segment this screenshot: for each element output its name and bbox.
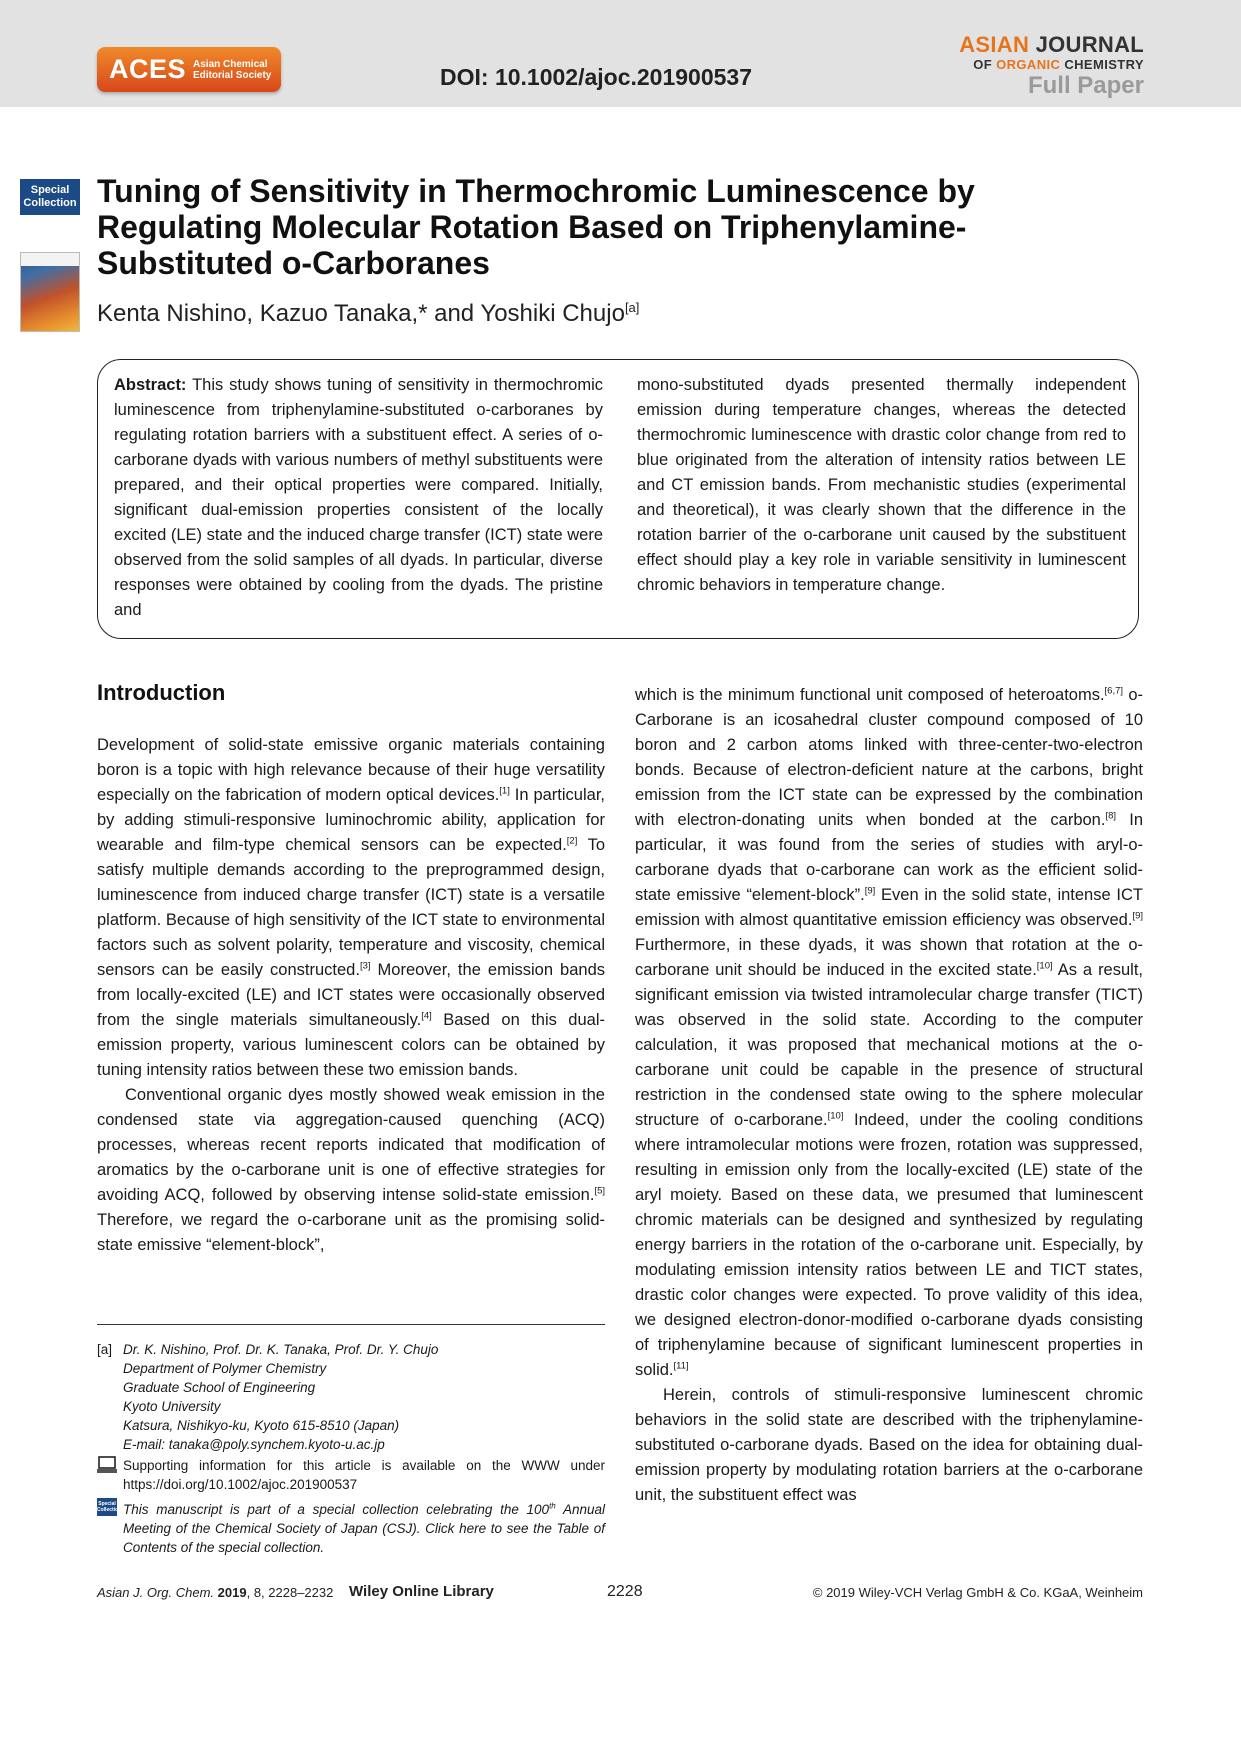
publisher-logo[interactable] — [97, 47, 281, 92]
section-heading-introduction: Introduction — [97, 680, 226, 705]
publisher-logo-society — [193, 59, 271, 81]
citation-ref[interactable]: [1] — [499, 785, 510, 797]
body-column-right — [635, 683, 1143, 1508]
doi-link[interactable]: DOI: 10.1002/ajoc.201900537 — [440, 64, 753, 90]
body-right-paragraph: Herein, controls of stimuli-responsive luminescent chromic behaviors in the solid state are described with the triphenylamine-substituted o-carborane dyads. Based on the idea for obtaining dual-emission property by modulating rotation barriers at the o-carborane unit, the substituent effect was — [635, 1386, 1143, 1504]
special-badge-line1: Special — [30, 184, 70, 196]
article-title: Tuning of Sensitivity in Thermochromic Luminescence by Regulating Molecular Rotation Based on Triphenylamine-Substituted o-Carboranes — [97, 173, 975, 281]
publisher-logo-line2: Editorial Society — [193, 69, 272, 81]
footnote-mark: [a] — [97, 1342, 113, 1357]
abstract-column-1 — [114, 373, 603, 623]
footer-citation — [97, 1585, 333, 1600]
abstract-text-1: This study shows tuning of sensitivity in thermochromic luminescence from triphenylamine-substituted o-carboranes by regulating rotation barriers with a substituent effect. A series of o-carborane dyads with various numbers of methyl substituents were prepared, and their optical properties were compared. Initially, significant dual-emission properties consistent of the locally excited (LE) state and the induced charge transfer (ICT) state were observed from the solid samples of all dyads. In particular, diverse responses were obtained by cooling from the dyads. The pristine and — [114, 376, 604, 619]
journal-word-journal: JOURNAL — [1035, 32, 1144, 57]
affiliation-footnote — [97, 1340, 605, 1454]
affiliation-line: Graduate School of Engineering — [123, 1380, 316, 1395]
body-column-left — [97, 733, 605, 1258]
wiley-online-library-link[interactable]: Wiley Online Library — [349, 1583, 494, 1600]
publisher-logo-line1: Asian Chemical — [193, 58, 268, 70]
citation-ref[interactable]: [2] — [566, 835, 578, 847]
body-left-paragraph: Development of solid-state emissive organic materials containing boron is a topic with high relevance because of their huge versatility especially on the fabrication of modern optical devices.[1] In particular, by adding stimuli-responsive luminochromic ability, application for wearable and film-type chemical sensors can be expected.[2] To satisfy multiple demands according to the preprogrammed design, luminescence from induced charge transfer (ICT) state is a versatile platform. Because of high sensitivity of the ICT state to environmental factors such as solvent polarity, temperature and viscosity, chemical sensors can be easily constructed.[3] Moreover, the emission bands from locally-excited (LE) and ICT states were occasionally observed from the single materials simultaneously.[4] Based on this dual-emission property, various luminescent colors can be obtained by tuning intensity ratios between these two emission bands. — [97, 736, 605, 1079]
page-footer — [97, 1583, 1143, 1603]
special-collection-badge[interactable] — [20, 179, 80, 215]
footnotes — [97, 1340, 605, 1559]
contact-email[interactable]: E-mail: tanaka@poly.synchem.kyoto-u.ac.jp — [123, 1437, 385, 1452]
supporting-info-footnote — [97, 1456, 605, 1494]
citation-ref[interactable]: [10] — [1036, 960, 1053, 972]
special-collection-footnote — [97, 1496, 605, 1557]
citation-ref[interactable]: [4] — [421, 1010, 432, 1022]
supporting-info-text[interactable]: Supporting information for this article is available on the WWW under https://doi.org/10.1002/ajoc.201900537 — [123, 1458, 605, 1492]
citation-volume-pages: , 8, 2228–2232 — [246, 1585, 334, 1600]
sc-icon-line1: Special — [98, 1501, 116, 1507]
copyright: © 2019 Wiley-VCH Verlag GmbH & Co. KGaA, Weinheim — [812, 1585, 1143, 1600]
body-left-paragraph: Conventional organic dyes mostly showed weak emission in the condensed state via aggregation-caused quenching (ACQ) processes, whereas recent reports indicated that modification of aromatics by the o-carborane unit is one of effective strategies for avoiding ACQ, followed by observing intense solid-state emission.[5] Therefore, we regard the o-carborane unit as the promising solid-state emissive “element-block”, — [97, 1086, 605, 1254]
citation-year: 2019 — [217, 1585, 247, 1600]
sc-icon-line2: Collection — [97, 1507, 122, 1513]
journal-word-of: OF — [973, 57, 993, 72]
body-right-paragraph: which is the minimum functional unit composed of heteroatoms.[6,7] o-Carborane is an icosahedral cluster compound composed of 10 boron and 2 carbon atoms linked with three-center-two-electron bonds. Because of electron-deficient nature at the carbons, bright emission from the ICT state can be expressed by the combination with electron-donating units when bonded at the carbon.[8] In particular, it was found from the series of studies with aryl-o-carborane dyads that o-carborane can work as the efficient solid-state emissive “element-block”.[9] Even in the solid state, intense ICT emission with almost quantitative emission efficiency was observed.[9] Furthermore, in these dyads, it was shown that rotation at the o-carborane unit should be induced in the excited state.[10] As a result, significant emission via twisted intramolecular charge transfer (TICT) was observed in the solid state. According to the computer calculation, it was proposed that mechanical motions at the o-carborane unit could be capable in the presence of structural restriction in the condensed state owing to the sphere molecular structure of o-carborane.[10] Indeed, under the cooling conditions where intramolecular motions were frozen, rotation was suppressed, resulting in emission only from the locally-excited (LE) state of the aryl moiety. Based on these data, we presumed that luminescent chromic materials can be designed and synthesized by regulating energy barriers in the rotation of the o-carborane unit. Especially, by modulating emission intensity ratios between LE and TICT states, drastic color changes were expected. To prove validity of this idea, we designed electron-donor-modified o-carborane dyads consisting of triphenylamine because of significant luminescent properties in solid.[11] — [635, 685, 1143, 1379]
affiliation-line: Dr. K. Nishino, Prof. Dr. K. Tanaka, Prof. Dr. Y. Chujo — [123, 1342, 439, 1357]
special-collection-icon — [97, 1498, 122, 1516]
author-names: Kenta Nishino, Kazuo Tanaka,* and Yoshiki Chujo — [97, 300, 625, 327]
author-list — [97, 300, 639, 328]
journal-name-line2 — [959, 57, 1144, 73]
journal-word-organic: ORGANIC — [996, 57, 1061, 72]
affiliation-line: Department of Polymer Chemistry — [123, 1361, 327, 1376]
affiliation-line: Kyoto University — [123, 1399, 221, 1414]
citation-ref[interactable]: [8] — [1105, 810, 1117, 822]
citation-ref[interactable]: [9] — [1132, 910, 1143, 922]
citation-ref[interactable]: [9] — [864, 885, 876, 897]
affiliation-line: Katsura, Nishikyo-ku, Kyoto 615-8510 (Japan) — [123, 1418, 400, 1433]
abstract-label: Abstract: — [114, 376, 187, 394]
journal-word-chemistry: CHEMISTRY — [1064, 57, 1144, 72]
page-number: 2228 — [607, 1583, 643, 1600]
footnote-divider — [97, 1324, 605, 1325]
affiliation-lines — [123, 1340, 605, 1454]
citation-ref[interactable]: [10] — [827, 1110, 844, 1122]
citation-ref[interactable]: [5] — [594, 1185, 605, 1197]
special-collection-note[interactable]: This manuscript is part of a special collection celebrating the 100th Annual Meeting of the Chemical Society of Japan (CSJ). Click here to see the Table of Contents of the special collection. — [123, 1501, 605, 1555]
affiliation-mark: [a] — [624, 300, 640, 315]
publisher-logo-word: ACES — [109, 54, 187, 84]
special-badge-line2: Collection — [23, 197, 77, 209]
journal-word-asian: ASIAN — [959, 32, 1030, 57]
citation-ref[interactable]: [11] — [673, 1360, 689, 1372]
computer-icon — [97, 1456, 117, 1474]
citation-ref[interactable]: [6,7] — [1104, 685, 1124, 697]
abstract-column-2: mono-substituted dyads presented thermally independent emission during temperature changes, whereas the detected thermochromic luminescence with drastic color change from red to blue originated from the alteration of intensity ratios between LE and CT emission bands. From mechanistic studies (experimental and theoretical), it was clearly shown that the difference in the rotation barrier of the o-carborane unit caused by the substituent effect should play a key role in variable sensitivity in luminescent chromic behaviors in temperature change. — [637, 376, 1126, 594]
journal-name-line1 — [959, 33, 1144, 57]
citation-ref[interactable]: [3] — [359, 960, 371, 972]
journal-logo — [959, 33, 1144, 98]
journal-cover-thumbnail[interactable] — [20, 252, 80, 332]
cover-header-strip — [21, 253, 79, 266]
citation-journal: Asian J. Org. Chem. — [97, 1585, 215, 1600]
article-type: Full Paper — [1027, 72, 1144, 99]
